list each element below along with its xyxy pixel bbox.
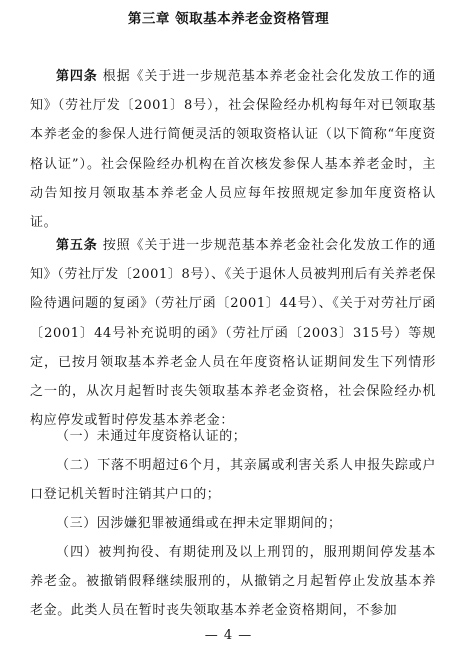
article-5-text: 按照《关于进一步规范基本养老金社会化发放工作的通知》（劳社厅发〔2001〕8号）、《关于退休人员被判刑后有关养老保险待遇问题的复函》（劳社厅函〔2001〕44号）、《关于对劳社厅函〔2001〕44号补充说明的函》（劳社厅函〔2003〕315号）等规定，已按月领取基本养老金人员在年度资格认证期间发生下列情形之一的，从次月起暂时丧失领取基本养老金资格，社会保险经办机构应停发或暂时停发基本养老金： [30, 238, 436, 429]
article-4-label: 第四条 [56, 69, 98, 84]
article-5-paragraph [30, 231, 436, 435]
list-item: （四）被判拘役、有期徒刑及以上刑罚的，服刑期间停发基本养老金。被撤销假释继续服刑的，从撤销之月起暂停止发放基本养老金。此类人员在暂时丧失领取基本养老金资格期间，不参加 [30, 545, 436, 619]
article-4-paragraph [30, 62, 436, 237]
page-number: — 4 — [204, 628, 253, 643]
chapter-title: 第三章 领取基本养老金资格管理 [127, 11, 330, 27]
article-4-text: 根据《关于进一步规范基本养老金社会化发放工作的通知》（劳社厅发〔2001〕8号），社会保险经办机构每年对已领取基本养老金的参保人进行简便灵活的领取资格认证（以下简称“年度资格认证”）。社会保险经办机构在首次核发参保人基本养老金时，主动告知按月领取基本养老金人员应每年按照规定参加年度资格认证。 [30, 69, 436, 231]
list-item: （三）因涉嫌犯罪被通缉或在押未定罪期间的； [56, 516, 342, 531]
article-5-label: 第五条 [56, 238, 98, 253]
list-item: （一）未通过年度资格认证的； [56, 429, 247, 444]
list-item: （二）下落不明超过6个月，其亲属或利害关系人申报失踪或户口登记机关暂时注销其户口的； [30, 458, 436, 503]
